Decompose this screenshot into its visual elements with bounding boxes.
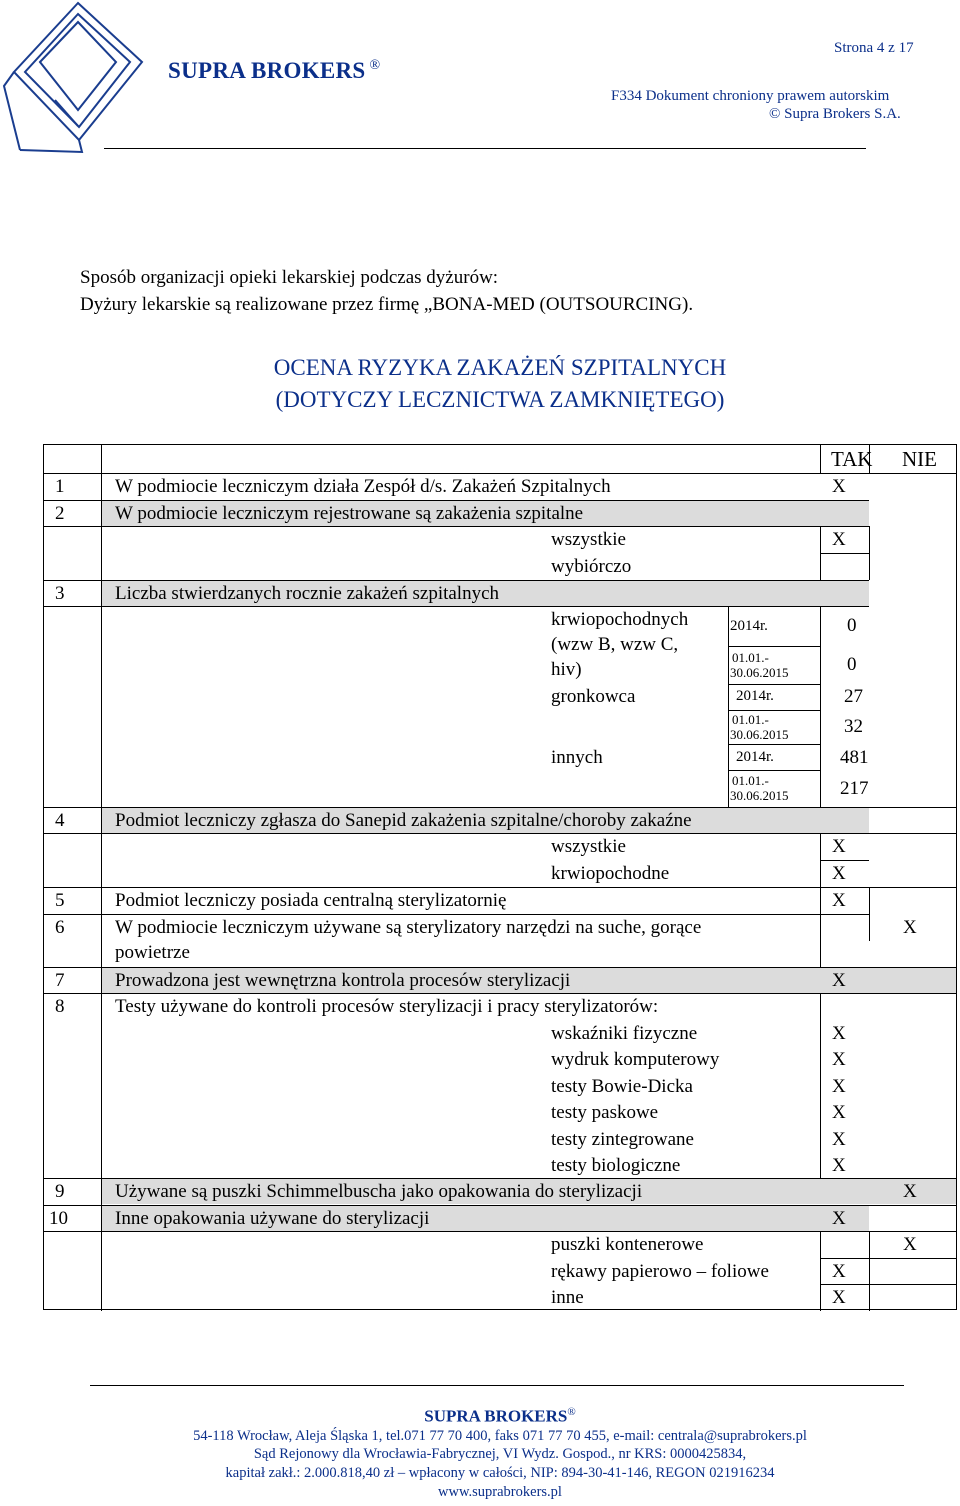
row-4-option-blood: krwiopochodne <box>551 863 670 884</box>
row-4-option-all: wszystkie <box>551 836 626 857</box>
row-8-test-label: testy paskowe <box>551 1102 659 1123</box>
row-6-text-line-1: W podmiocie leczniczym używane są sterylizatory narzędzi na suche, gorące <box>115 917 702 938</box>
row-8-test-label: testy biologiczne <box>551 1155 681 1176</box>
intro-line-1: Sposób organizacji opieki lekarskiej podczas dyżurów: <box>80 267 499 288</box>
row-3-category-3-value-1: 481 <box>840 747 869 768</box>
row-1-number: 1 <box>55 476 65 497</box>
row-3-category-2: gronkowca <box>551 686 636 707</box>
supra-brokers-logo <box>0 0 160 160</box>
row-3-category-3-period-a: 01.01.- <box>732 773 769 788</box>
row-5-number: 5 <box>55 890 65 911</box>
row-1-tak: X <box>832 476 846 497</box>
footer-court: Sąd Rejonowy dla Wrocławia-Fabrycznej, VI Wydz. Gospod., nr KRS: 0000425834, <box>253 1446 747 1462</box>
row-7-number: 7 <box>55 970 65 991</box>
document-label: F334 Dokument chroniony prawem autorskim <box>611 88 890 104</box>
row-9-nie: X <box>903 1181 917 1202</box>
row-10-option-3: inne <box>551 1287 584 1308</box>
footer-address: 54-118 Wrocław, Aleja Śląska 1, tel.071 77 70 400, faks 071 77 70 455, e-mail: centrala@suprabrokers.pl <box>193 1428 807 1444</box>
row-10-option-3-tak: X <box>832 1287 846 1308</box>
row-8-test-tak: X <box>832 1023 846 1044</box>
row-10-option-1-nie: X <box>903 1234 917 1255</box>
row-2-number: 2 <box>55 503 65 524</box>
row-8-test-label: testy Bowie-Dicka <box>551 1076 693 1097</box>
row-1-text: W podmiocie leczniczym działa Zespół d/s. Zakażeń Szpitalnych <box>115 476 611 497</box>
row-8-test-tak: X <box>832 1155 846 1176</box>
page-number: Strona 4 z 17 <box>834 40 914 56</box>
row-6-number: 6 <box>55 917 65 938</box>
row-8-test-tak: X <box>832 1129 846 1150</box>
copyright-line: © Supra Brokers S.A. <box>769 106 901 122</box>
row-3-category-2-period-b: 30.06.2015 <box>730 727 789 742</box>
section-title-2: (DOTYCZY LECZNICTWA ZAMKNIĘTEGO) <box>275 387 725 412</box>
row-3-number: 3 <box>55 583 65 604</box>
row-3-text: Liczba stwierdzanych rocznie zakażeń szpitalnych <box>115 583 500 604</box>
row-3-category-3-year: 2014r. <box>736 749 774 765</box>
row-8-test-tak: X <box>832 1102 846 1123</box>
row-2-option-all: wszystkie <box>551 529 626 550</box>
row-5-text: Podmiot leczniczy posiada centralną sterylizatornię <box>115 890 507 911</box>
row-3-category-2-year: 2014r. <box>736 688 774 704</box>
row-8-test-tak: X <box>832 1076 846 1097</box>
row-3-category-1-line-3: hiv) <box>551 659 582 680</box>
row-4-option-all-tak: X <box>832 836 846 857</box>
column-header-tak: TAK <box>831 447 873 471</box>
row-3-category-2-value-2: 32 <box>844 716 863 737</box>
row-2-option-all-tak: X <box>832 529 846 550</box>
row-3-category-1-period-b: 30.06.2015 <box>730 665 789 680</box>
risk-assessment-table <box>43 444 957 1310</box>
row-3-category-3-value-2: 217 <box>840 778 869 799</box>
row-3-category-1-period-a: 01.01.- <box>732 650 769 665</box>
row-3-category-3-period-b: 30.06.2015 <box>730 788 789 803</box>
footer-divider <box>90 1385 904 1386</box>
row-9-number: 9 <box>55 1181 65 1202</box>
header-divider <box>104 148 866 149</box>
column-header-nie: NIE <box>902 447 937 471</box>
row-4-option-blood-tak: X <box>832 863 846 884</box>
row-3-category-1-year: 2014r. <box>730 618 768 634</box>
intro-line-2: Dyżury lekarskie są realizowane przez firmę „BONA-MED (OUTSOURCING). <box>80 294 694 315</box>
row-3-category-1-value-1: 0 <box>847 615 857 636</box>
row-2-option-selective: wybiórczo <box>551 556 632 577</box>
row-10-tak: X <box>832 1208 846 1229</box>
row-10-option-1: puszki kontenerowe <box>551 1234 704 1255</box>
header-brand: SUPRA BROKERS ® <box>168 58 381 83</box>
row-6-nie: X <box>903 917 917 938</box>
row-8-number: 8 <box>55 996 65 1017</box>
row-9-text: Używane są puszki Schimmelbuscha jako opakowania do sterylizacji <box>115 1181 643 1202</box>
row-8-test-tak: X <box>832 1049 846 1070</box>
row-3-category-1-line-2: (wzw B, wzw C, <box>551 634 679 655</box>
row-7-text: Prowadzona jest wewnętrzna kontrola procesów sterylizacji <box>115 970 571 991</box>
row-8-test-label: wskaźniki fizyczne <box>551 1023 698 1044</box>
row-10-option-2-tak: X <box>832 1261 846 1282</box>
row-3-category-1-line-1: krwiopochodnych <box>551 609 689 630</box>
row-7-tak: X <box>832 970 846 991</box>
footer-brand: SUPRA BROKERS® <box>424 1406 576 1426</box>
row-3-category-2-period-a: 01.01.- <box>732 712 769 727</box>
row-8-text: Testy używane do kontroli procesów sterylizacji i pracy sterylizatorów: <box>115 996 659 1017</box>
row-3-category-2-value-1: 27 <box>844 686 863 707</box>
footer-website: www.suprabrokers.pl <box>438 1484 562 1500</box>
row-3-category-3: innych <box>551 747 603 768</box>
row-2-text: W podmiocie leczniczym rejestrowane są zakażenia szpitalne <box>115 503 584 524</box>
section-title-1: OCENA RYZYKA ZAKAŻEŃ SZPITALNYCH <box>273 355 727 380</box>
row-4-text: Podmiot leczniczy zgłasza do Sanepid zakażenia szpitalne/choroby zakaźne <box>115 810 692 831</box>
row-10-number: 10 <box>49 1208 68 1229</box>
row-8-test-label: testy zintegrowane <box>551 1129 694 1150</box>
row-10-option-2: rękawy papierowo – foliowe <box>551 1261 769 1282</box>
row-3-category-1-value-2: 0 <box>847 654 857 675</box>
row-4-number: 4 <box>55 810 65 831</box>
row-8-test-label: wydruk komputerowy <box>551 1049 720 1070</box>
row-5-tak: X <box>832 890 846 911</box>
row-6-text-line-2: powietrze <box>115 942 190 963</box>
footer-capital: kapitał zakł.: 2.000.818,40 zł – wpłacony w całości, NIP: 894-30-41-146, REGON 021916234 <box>225 1465 775 1481</box>
row-10-text: Inne opakowania używane do sterylizacji <box>115 1208 430 1229</box>
